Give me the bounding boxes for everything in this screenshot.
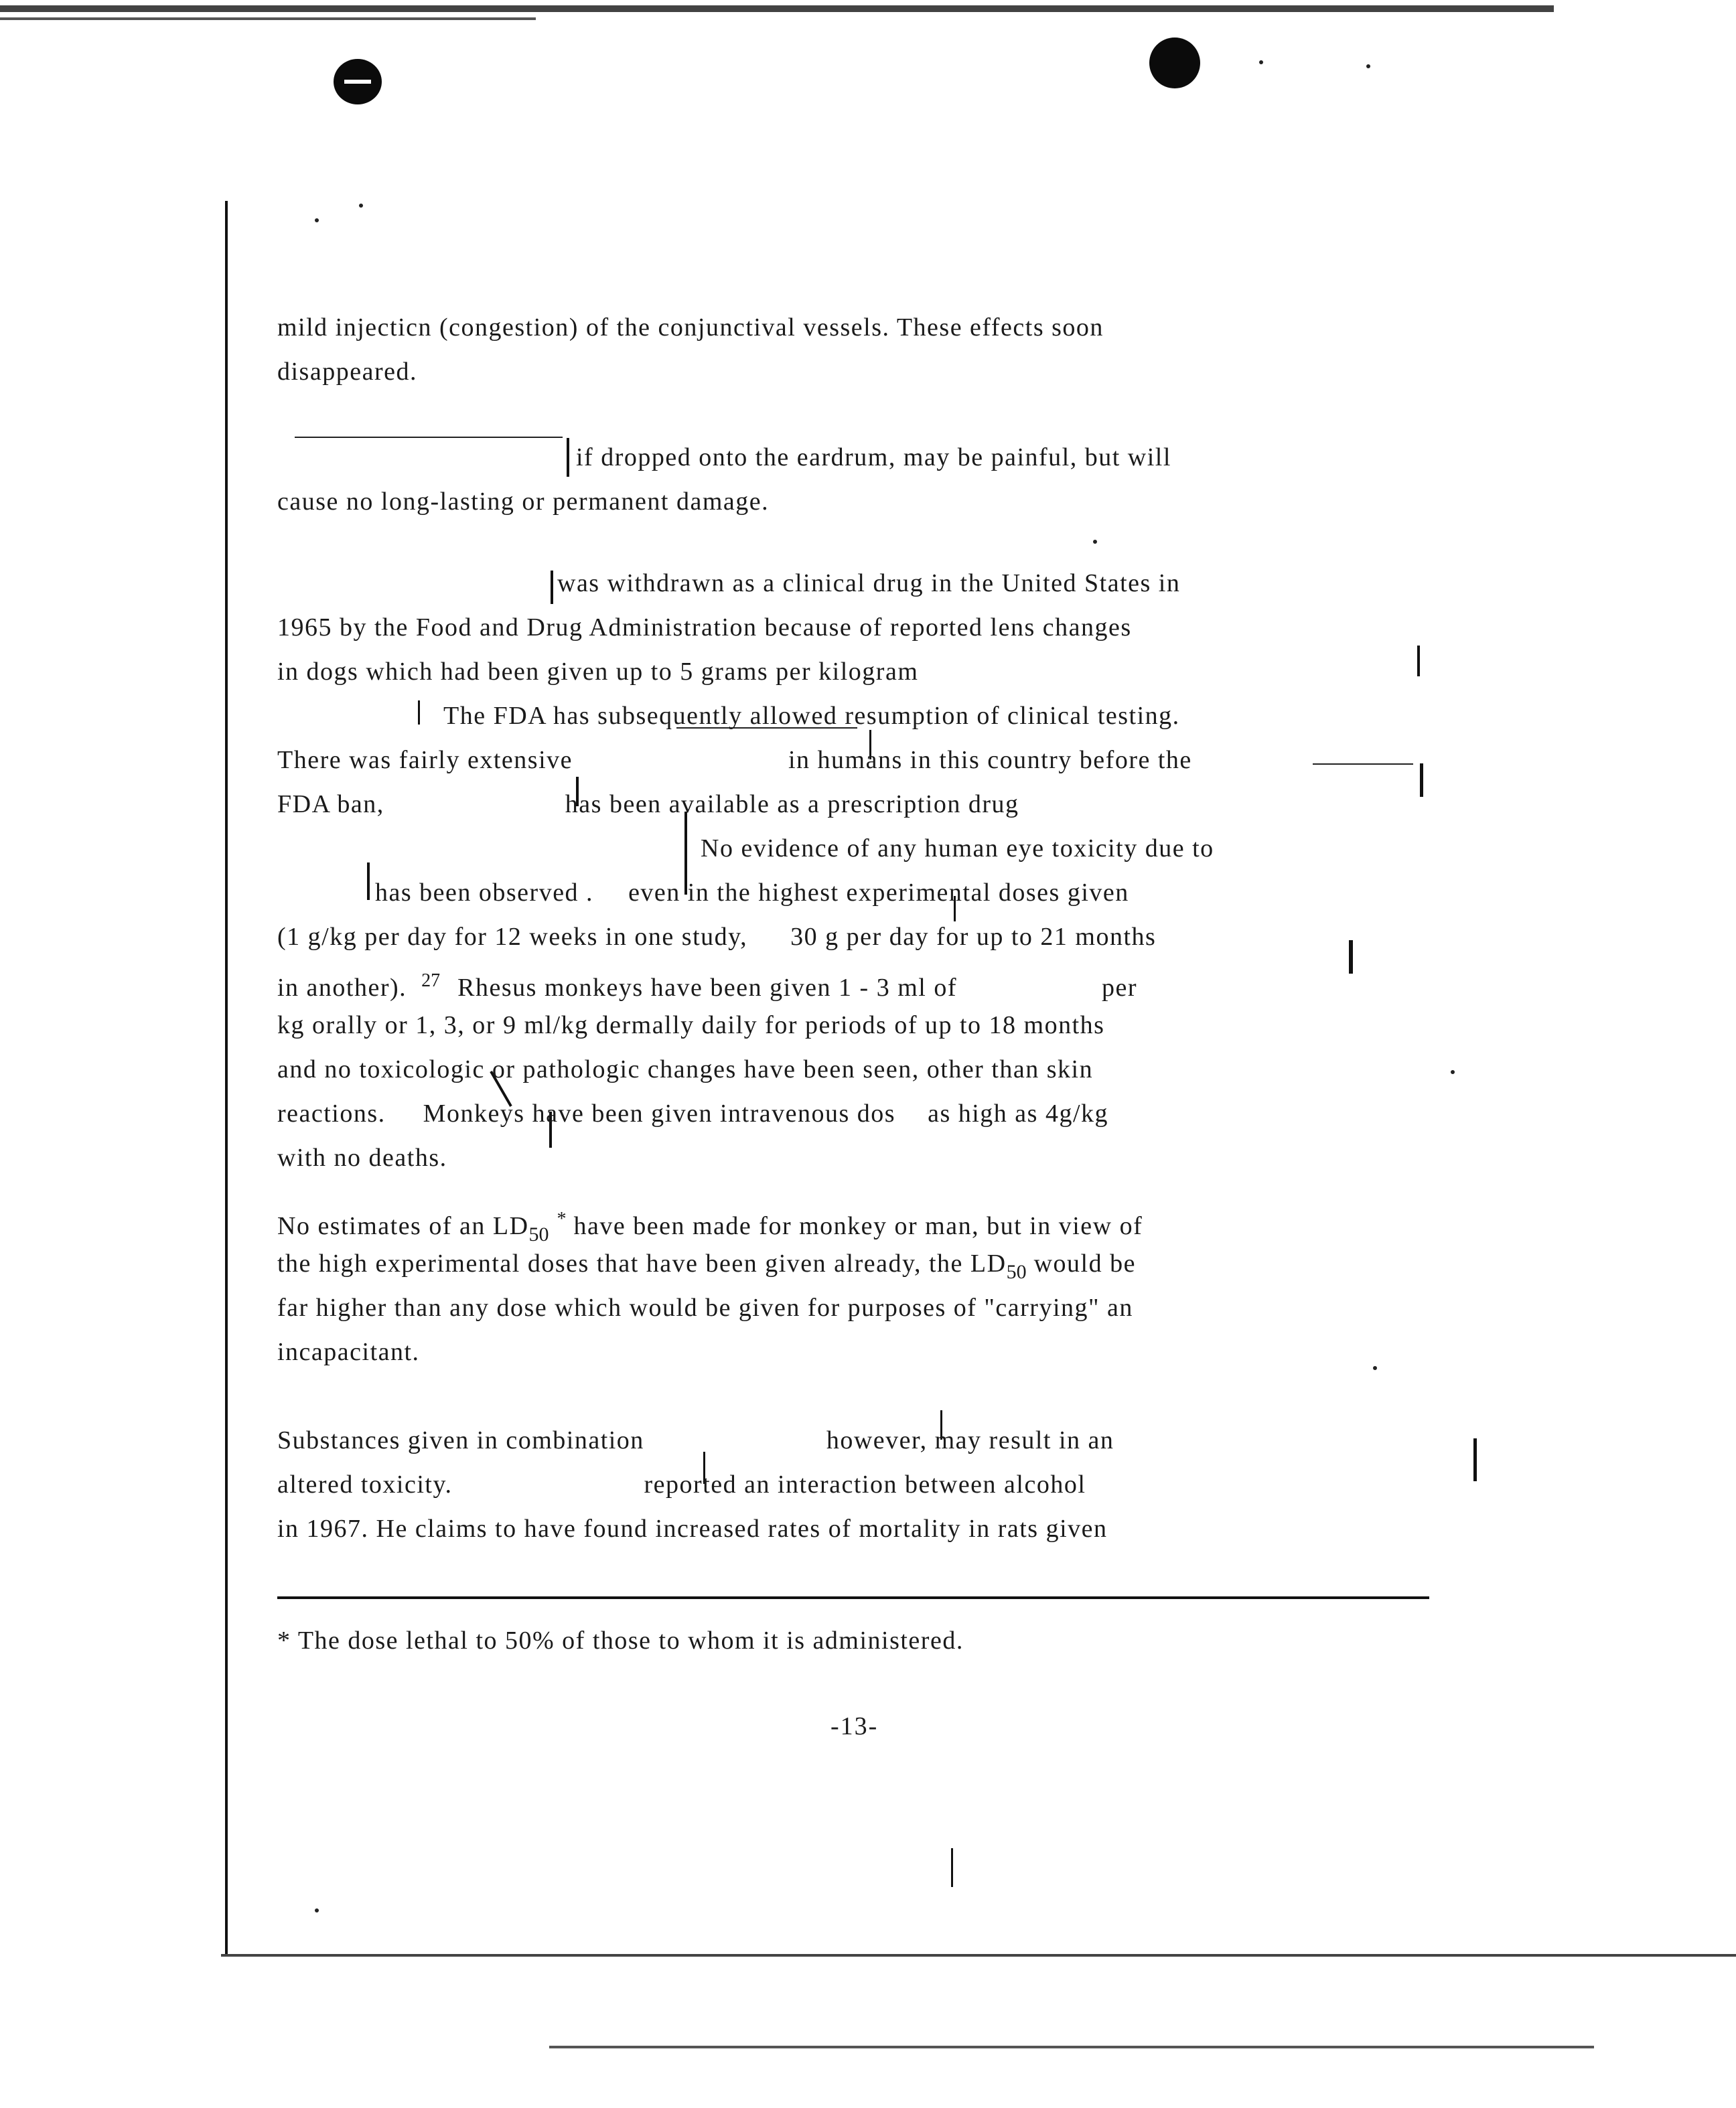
scan-speck bbox=[1366, 64, 1370, 68]
text-line: FDA ban, bbox=[277, 790, 384, 818]
text-line: in humans in this country before the bbox=[788, 746, 1192, 774]
stray-mark bbox=[951, 1848, 953, 1887]
punch-hole-right bbox=[1149, 37, 1200, 88]
text-line: was withdrawn as a clinical drug in the United States in bbox=[557, 569, 1181, 597]
footnote-rule bbox=[277, 1596, 1429, 1599]
reference-number: 27 bbox=[421, 970, 441, 991]
text-line: however, may result in an bbox=[826, 1426, 1114, 1454]
footnote-marker: * bbox=[277, 1627, 291, 1655]
subscript: 50 bbox=[1006, 1261, 1027, 1283]
scan-top-edge bbox=[0, 5, 1554, 12]
text-line: kg orally or 1, 3, or 9 ml/kg dermally daily for periods of up to 18 months bbox=[277, 1011, 1105, 1039]
text-line: reported an interaction between alcohol bbox=[644, 1471, 1086, 1499]
scan-speck bbox=[1093, 540, 1097, 544]
text-line: cause no long-lasting or permanent damage. bbox=[277, 487, 770, 516]
text-line: in another). bbox=[277, 974, 407, 1002]
text-line: No evidence of any human eye toxicity due to bbox=[701, 834, 1214, 862]
text-line: even in the highest experimental doses given bbox=[628, 879, 1129, 907]
text-line: in 1967. He claims to have found increased rates of mortality in rats given bbox=[277, 1515, 1108, 1543]
scan-bottom-edge-lower bbox=[549, 2046, 1594, 2048]
scan-left-edge bbox=[225, 201, 228, 1955]
paragraph-3 bbox=[277, 561, 1476, 1180]
text-line: as high as 4g/kg bbox=[928, 1100, 1109, 1128]
scan-speck bbox=[1259, 60, 1263, 64]
text-line: the high experimental doses that have been given already, the LD bbox=[277, 1250, 1007, 1278]
text-line: would be bbox=[1026, 1250, 1136, 1278]
footnote-marker: * bbox=[557, 1209, 567, 1229]
scan-speck bbox=[315, 1908, 319, 1912]
paragraph-5 bbox=[277, 1418, 1476, 1551]
text-line: There was fairly extensive bbox=[277, 746, 573, 774]
text-line: Monkeys have been given intravenous dos bbox=[423, 1100, 896, 1128]
page-number: -13- bbox=[830, 1712, 879, 1740]
text-line: altered toxicity. bbox=[277, 1471, 453, 1499]
scan-speck bbox=[315, 218, 319, 222]
text-line: 30 g per day for up to 21 months bbox=[790, 923, 1157, 951]
text-line: incapacitant. bbox=[277, 1338, 420, 1366]
text-line: far higher than any dose which would be given for purposes of "carrying" an bbox=[277, 1294, 1133, 1322]
scan-speck bbox=[1373, 1366, 1377, 1370]
scan-bottom-edge bbox=[221, 1954, 1736, 1957]
text-line: Rhesus monkeys have been given 1 - 3 ml of bbox=[457, 974, 957, 1002]
paragraph-4 bbox=[277, 1197, 1476, 1374]
text-line: No estimates of an LD bbox=[277, 1212, 529, 1240]
footnote bbox=[277, 1621, 964, 1661]
text-line: per bbox=[1101, 974, 1137, 1002]
punch-hole-left bbox=[334, 59, 382, 104]
text-line: in dogs which had been given up to 5 grams per kilogram bbox=[277, 658, 919, 686]
text-line: 1965 by the Food and Drug Administration because of reported lens changes bbox=[277, 613, 1132, 642]
paragraph-2 bbox=[277, 435, 1476, 524]
paragraph-1 bbox=[277, 305, 1476, 394]
text-line: disappeared. bbox=[277, 358, 417, 386]
text-line: and no toxicologic or pathologic changes have been seen, other than skin bbox=[277, 1055, 1094, 1083]
text-line: reactions. bbox=[277, 1100, 386, 1128]
footnote-text: The dose lethal to 50% of those to whom it is administered. bbox=[291, 1627, 964, 1655]
scan-speck bbox=[1451, 1070, 1455, 1074]
scan-speck bbox=[359, 204, 363, 208]
scan-top-edge-shadow bbox=[0, 17, 536, 20]
text-line: if dropped onto the eardrum, may be painful, but will bbox=[576, 443, 1171, 471]
text-line: with no deaths. bbox=[277, 1144, 447, 1172]
text-line: has been available as a prescription drug bbox=[565, 790, 1019, 818]
text-line: (1 g/kg per day for 12 weeks in one study, bbox=[277, 923, 748, 951]
text-line: The FDA has subsequently allowed resumption of clinical testing. bbox=[443, 702, 1180, 730]
text-line: mild injecticn (congestion) of the conjunctival vessels. These effects soon bbox=[277, 313, 1104, 342]
subscript: 50 bbox=[528, 1223, 549, 1246]
text-line: Substances given in combination bbox=[277, 1426, 644, 1454]
text-line: has been observed . bbox=[375, 879, 594, 907]
text-line: have been made for monkey or man, but in view of bbox=[566, 1212, 1143, 1240]
